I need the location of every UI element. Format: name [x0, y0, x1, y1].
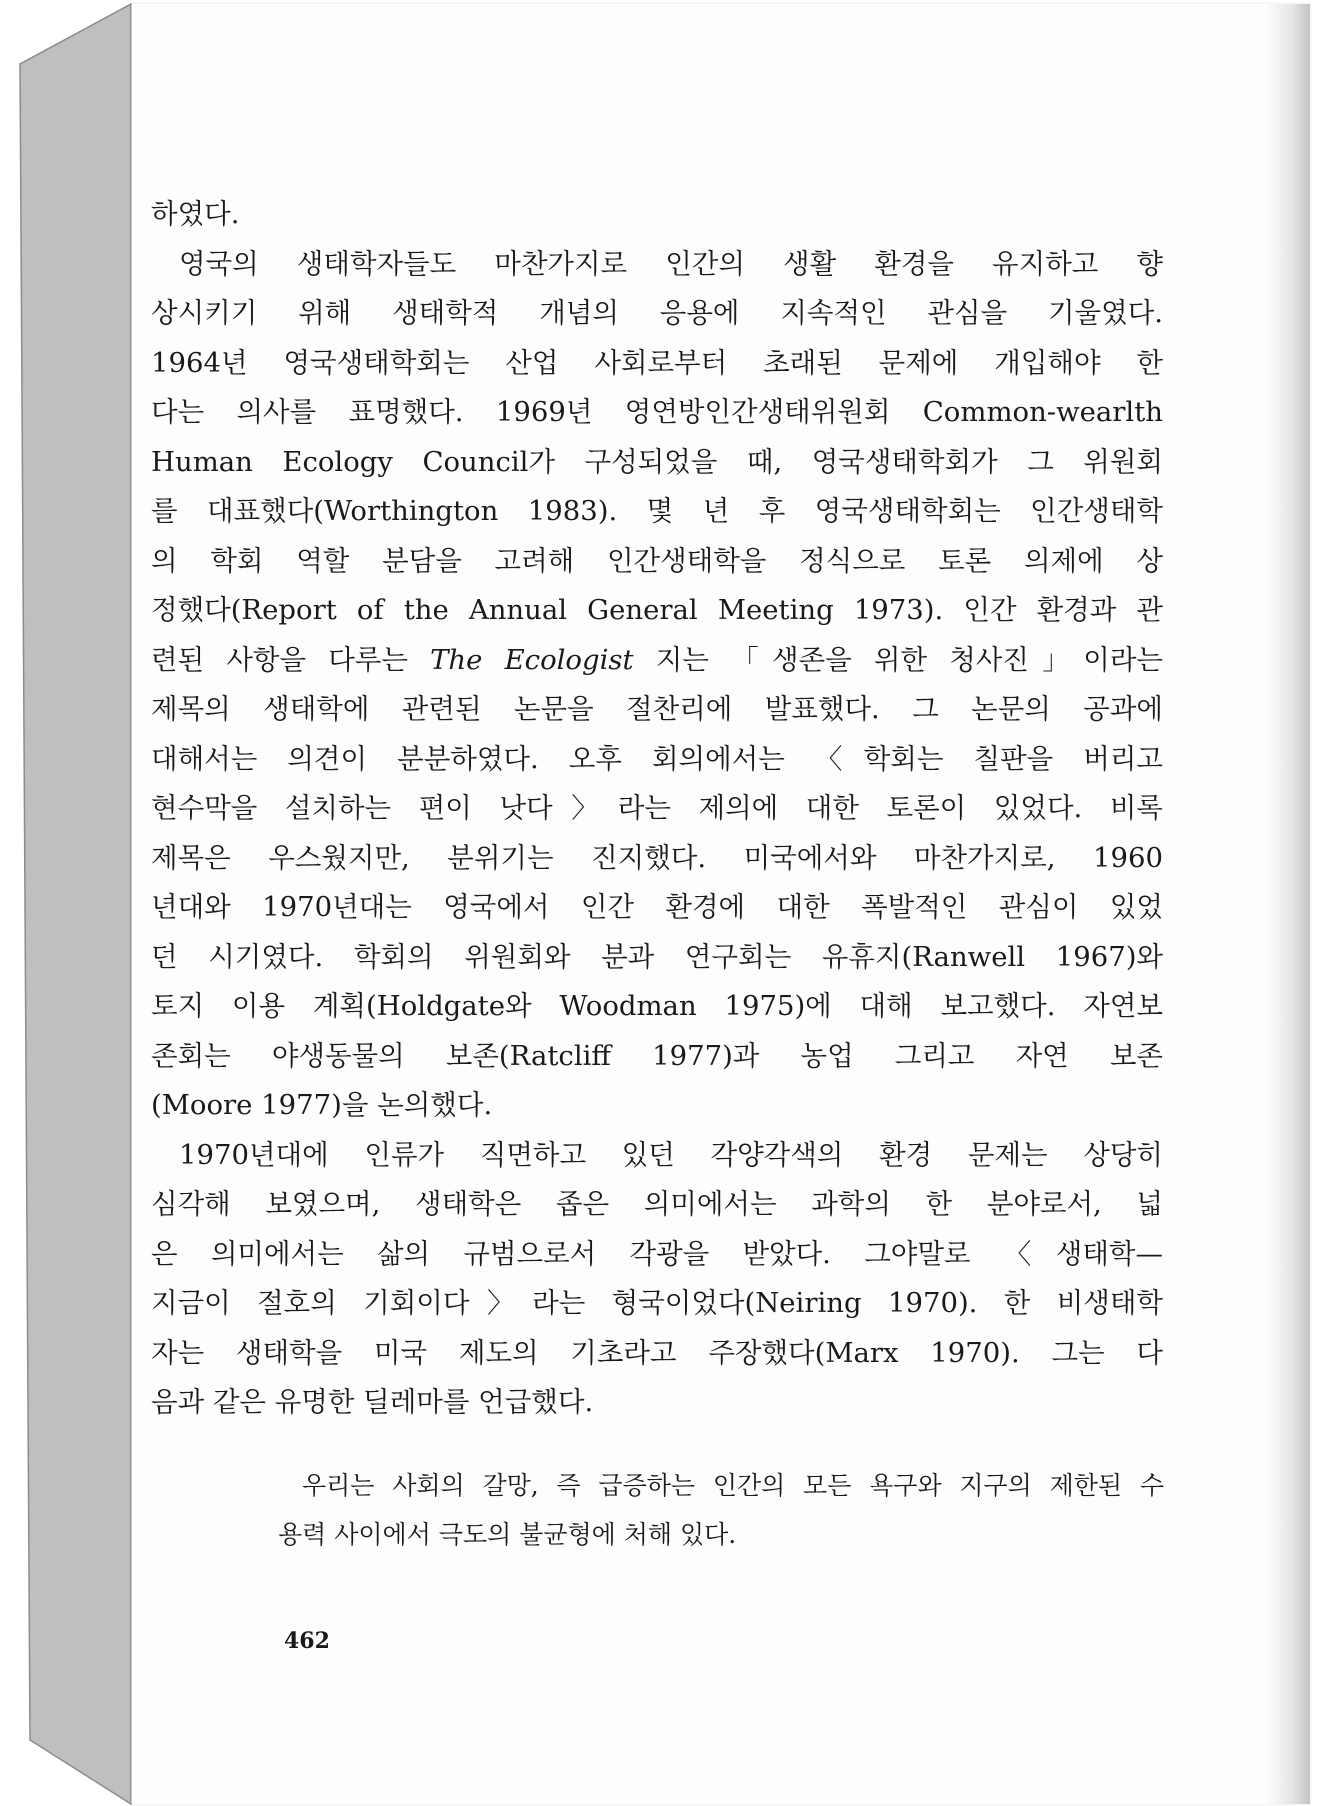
quote-line: 용력 사이에서 극도의 불균형에 처해 있다. [278, 1520, 737, 1549]
page-edge-shadow [1266, 4, 1310, 1804]
body-line: (Moore 1977)을 논의했다. [151, 1089, 493, 1121]
journal-title: The Ecologist [430, 643, 634, 676]
body-line: 1970년대에 인류가 직면하고 있던 각양각색의 환경 문제는 상당히 [179, 1138, 1163, 1171]
body-line: 제목의 생태학에 관련된 논문을 절찬리에 발표했다. 그 논문의 공과에 [151, 693, 1163, 725]
body-line: 존회는 야생동물의 보존(Ratcliff 1977)과 농업 그리고 자연 보존 [151, 1039, 1163, 1072]
body-line: 제목은 우스웠지만, 분위기는 진지했다. 미국에서와 마찬가지로, 1960 [151, 841, 1163, 874]
body-line: 를 대표했다(Worthington 1983). 몇 년 후 영국생태학회는 인간생태학 [151, 495, 1163, 527]
body-line: 련된 사항을 다루는 The Ecologist 지는 「생존을 위한 청사진」이라는 [151, 643, 1163, 676]
body-line: 음과 같은 유명한 딜레마를 언급했다. [151, 1386, 594, 1418]
body-line: 지금이 절호의 기회이다〉라는 형국이었다(Neiring 1970). 한 비생태학 [151, 1287, 1163, 1319]
body-line: Human Ecology Council가 구성되었을 때, 영국생태학회가 그 위원회 [151, 445, 1163, 478]
body-line: 현수막을 설치하는 편이 낫다〉라는 제의에 대한 토론이 있었다. 비록 [151, 792, 1163, 824]
quote-line: 우리는 사회의 갈망, 즉 급증하는 인간의 모든 욕구와 지구의 제한된 수 [302, 1471, 1164, 1500]
body-line: 년대와 1970년대는 영국에서 인간 환경에 대한 폭발적인 관심이 있었 [151, 891, 1163, 923]
body-line: 영국의 생태학자들도 마찬가지로 인간의 생활 환경을 유지하고 향 [179, 247, 1163, 280]
page-number: 462 [284, 1628, 330, 1654]
body-line: 1964년 영국생태학회는 산업 사회로부터 초래된 문제에 개입해야 한 [151, 346, 1163, 379]
body-line: 정했다(Report of the Annual General Meeting 1973). 인간 환경과 관 [151, 594, 1163, 626]
body-line: 의 학회 역할 분담을 고려해 인간생태학을 정식으로 토론 의제에 상 [151, 544, 1163, 577]
block-quote [278, 1461, 1164, 1559]
body-text [151, 190, 1163, 1428]
body-line: 심각해 보였으며, 생태학은 좁은 의미에서는 과학의 한 분야로서, 넓 [151, 1188, 1163, 1220]
body-line: 대해서는 의견이 분분하였다. 오후 회의에서는 〈학회는 칠판을 버리고 [151, 742, 1163, 775]
body-line: 토지 이용 계획(Holdgate와 Woodman 1975)에 대해 보고했다. 자연보 [151, 990, 1163, 1022]
body-line: 하였다. [151, 198, 240, 230]
body-line: 상시키기 위해 생태학적 개념의 응용에 지속적인 관심을 기울였다. [151, 297, 1163, 329]
body-line: 다는 의사를 표명했다. 1969년 영연방인간생태위원회 Common-wearlth [151, 396, 1163, 428]
body-line: 자는 생태학을 미국 제도의 기초라고 주장했다(Marx 1970). 그는 다 [151, 1336, 1163, 1369]
body-line: 은 의미에서는 삶의 규범으로서 각광을 받았다. 그야말로 〈생태학— [151, 1237, 1163, 1270]
book-spine [0, 0, 140, 1806]
body-line: 던 시기였다. 학회의 위원회와 분과 연구회는 유휴지(Ranwell 1967)와 [151, 940, 1163, 973]
